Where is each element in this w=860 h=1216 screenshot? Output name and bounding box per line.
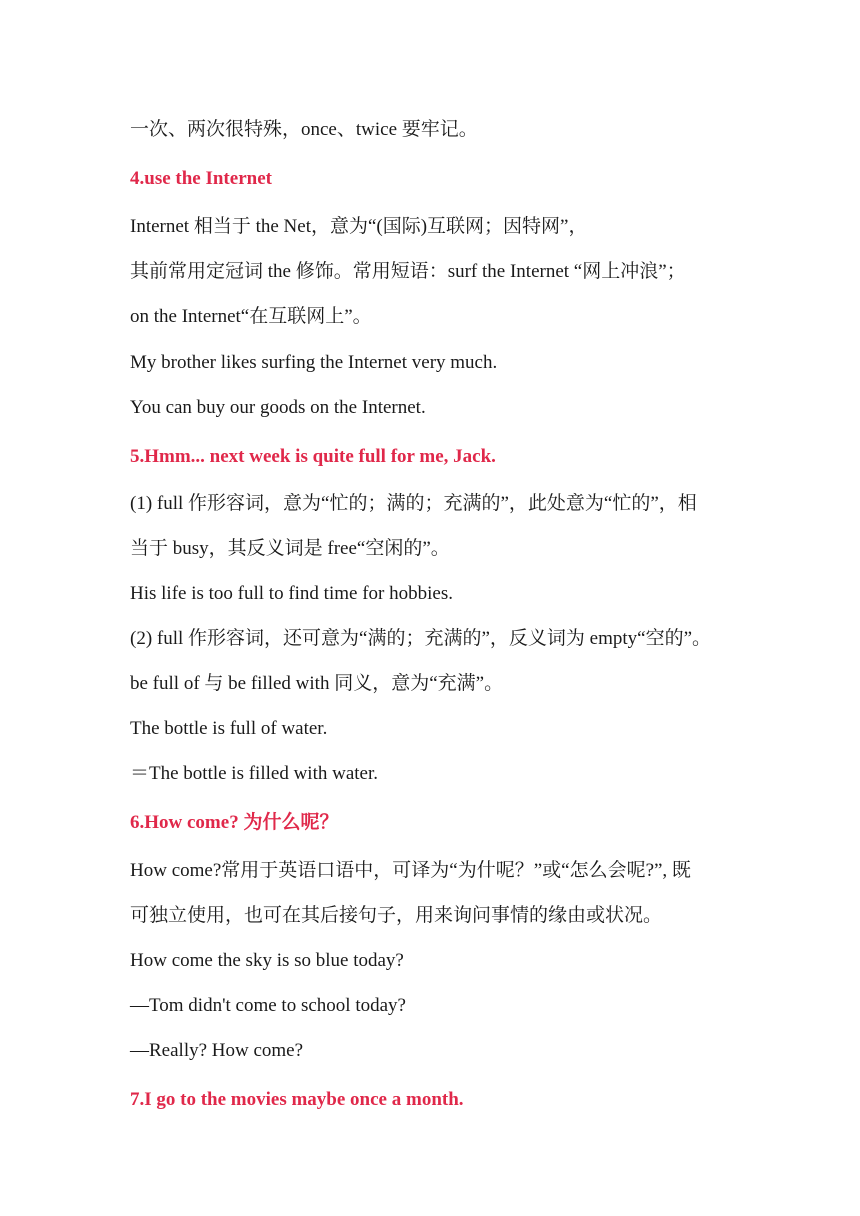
body-line: 其前常用定冠词 the 修饰。常用短语：surf the Internet “网上冲浪”； xyxy=(130,261,686,282)
body-line: (1) full 作形容词，意为“忙的；满的；充满的”，此处意为“忙的”，相 xyxy=(130,493,697,514)
example-sentence: His life is too full to find time for hobbies. xyxy=(130,583,453,604)
body-line: How come?常用于英语口语中，可译为“为什呢？”或“怎么会呢?”, 既 xyxy=(130,860,691,881)
dialogue-line: —Really? How come? xyxy=(130,1040,304,1061)
section-heading-7: 7.I go to the movies maybe once a month. xyxy=(130,1089,464,1110)
body-line: on the Internet“在互联网上”。 xyxy=(130,306,372,327)
example-sentence: ＝The bottle is filled with water. xyxy=(130,763,379,784)
section-heading-4: 4.use the Internet xyxy=(130,168,272,189)
body-line: 当于 busy，其反义词是 free“空闲的”。 xyxy=(130,538,450,559)
section-heading-6: 6.How come? 为什么呢？ xyxy=(130,812,339,833)
body-line: (2) full 作形容词，还可意为“满的；充满的”，反义词为 empty“空的”。 xyxy=(130,628,712,649)
body-line: 可独立使用，也可在其后接句子，用来询问事情的缘由或状况。 xyxy=(130,905,663,926)
example-sentence: You can buy our goods on the Internet. xyxy=(130,397,426,418)
example-sentence: My brother likes surfing the Internet very much. xyxy=(130,352,498,373)
dialogue-line: —Tom didn't come to school today? xyxy=(130,995,406,1016)
body-line: 一次、两次很特殊，once、twice 要牢记。 xyxy=(130,119,478,140)
body-line: Internet 相当于 the Net，意为“(国际)互联网；因特网”， xyxy=(130,216,588,237)
body-line: be full of 与 be filled with 同义，意为“充满”。 xyxy=(130,673,504,694)
example-sentence: The bottle is full of water. xyxy=(130,718,328,739)
example-sentence: How come the sky is so blue today? xyxy=(130,950,404,971)
section-heading-5: 5.Hmm... next week is quite full for me, Jack. xyxy=(130,446,496,467)
